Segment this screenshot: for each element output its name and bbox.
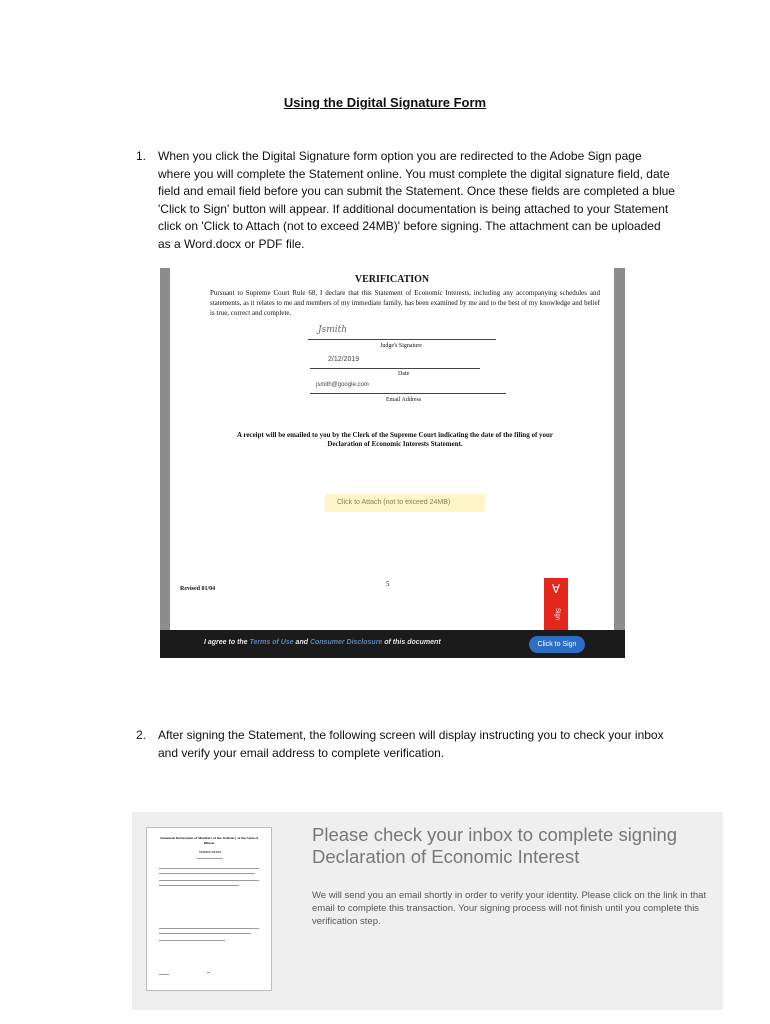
date-label: Date (398, 371, 410, 377)
email-line (310, 393, 506, 394)
verification-message: We will send you an email shortly in order to verify your identity. Please click on the link in that email to complete this transaction. Your signing process will not finish until you complete this verification step. (312, 890, 707, 927)
thumbnail-rule (159, 885, 239, 886)
thumbnail-rule (159, 940, 225, 941)
sign-tab-label: Sign (554, 608, 560, 621)
thumbnail-rule (159, 873, 255, 874)
thumbnail-verification: VERIFICATION (199, 850, 222, 854)
thumbnail-rule (159, 933, 251, 934)
date-line (310, 368, 480, 369)
click-to-attach-button[interactable]: Click to Attach (not to exceed 24MB) (325, 494, 485, 512)
signature-line (308, 339, 496, 340)
agree-and: and (293, 639, 310, 646)
terms-of-use-link[interactable]: Terms of Use (249, 639, 294, 646)
verification-declaration: Pursuant to Supreme Court Rule 68, I declare that this Statement of Economic Interests, including any accompanying schedules and statements, as it relates to me and members of my immediate family, has been examined by me and to the best of my knowledge and belief is true, correct and complete. (210, 289, 600, 317)
step-1 (136, 148, 676, 253)
receipt-notice: A receipt will be emailed to you by the Clerk of the Supreme Court indicating the date of the filing of your Declaration of Economic Interests Statement. (236, 431, 554, 448)
acrobat-icon: ∀ (551, 582, 561, 596)
step-2 (136, 727, 676, 762)
document-thumbnail (146, 827, 272, 991)
document-title: Using the Digital Signature Form (283, 95, 487, 110)
thumbnail-rule (159, 868, 259, 869)
agree-prefix: I agree to the (204, 639, 250, 646)
sign-bar (160, 630, 625, 658)
verification-screenshot (132, 812, 723, 1010)
step-number: 2. (136, 728, 147, 742)
page-number: 5 (386, 580, 390, 588)
date-field-value[interactable]: 2/12/2019 (328, 356, 360, 363)
thumbnail-rule (207, 972, 210, 973)
signature-field-value[interactable]: Jsmith (318, 325, 348, 335)
consumer-disclosure-link[interactable]: Consumer Disclosure (309, 639, 383, 646)
adobe-sign-screenshot (160, 268, 625, 658)
email-label: Email Address (386, 397, 422, 403)
signature-label: Judge's Signature (380, 343, 422, 349)
check-inbox-heading: Please check your inbox to complete signing Declaration of Economic Interest (312, 824, 678, 867)
agree-suffix: of this document (382, 639, 441, 646)
step-text: When you click the Digital Signature form option you are redirected to the Adobe Sign page where you will complete the Statement online. You must complete the digital signature field, date field and email field before you can submit the Statement. Once these fields are completed a blue 'Click to Sign' button will appear. If additional documentation is being attached to your Statement click on 'Click to Attach (not to exceed 24MB)' before signing. The attachment can be uploaded as a Word.docx or PDF file. (158, 149, 675, 251)
click-to-sign-button[interactable]: Click to Sign (529, 636, 585, 653)
thumbnail-rule (197, 858, 223, 859)
verification-page (170, 268, 614, 630)
thumbnail-rule (159, 974, 169, 975)
adobe-sign-tab[interactable] (544, 578, 568, 636)
revised-date: Revised 01/04 (180, 586, 216, 592)
thumbnail-title: Statement Declaration of Members of the Judiciary of the State of Illinois (159, 836, 259, 845)
thumbnail-rule (159, 880, 259, 881)
verification-heading: VERIFICATION (354, 274, 430, 285)
email-field-value[interactable]: jsmith@google.com (316, 382, 369, 388)
step-text: After signing the Statement, the following screen will display instructing you to check your inbox and verify your email address to complete verification. (158, 728, 664, 760)
thumbnail-rule (159, 928, 259, 929)
step-number: 1. (136, 149, 147, 163)
agreement-text (204, 639, 441, 646)
